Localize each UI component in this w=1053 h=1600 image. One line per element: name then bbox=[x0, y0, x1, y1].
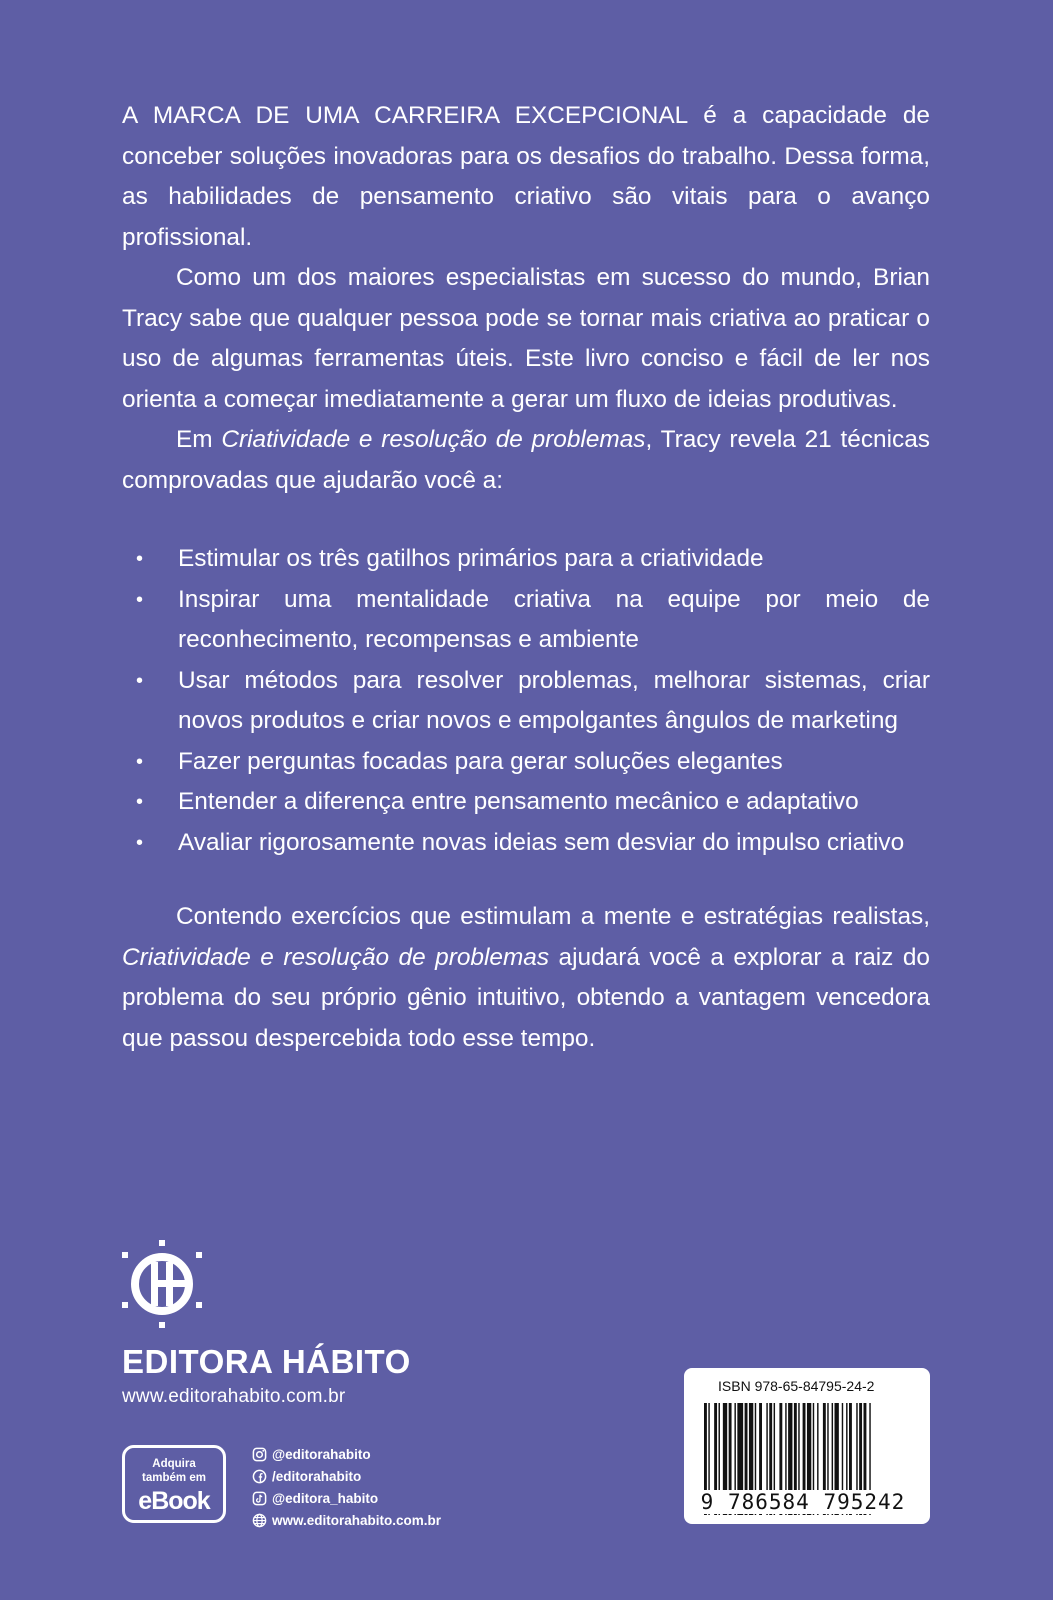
editora-habito-logo-icon bbox=[122, 1240, 202, 1328]
list-item-text: Usar métodos para resolver problemas, melhorar sistemas, criar novos produtos e criar novos e empolgantes ângulos de marketing bbox=[178, 666, 930, 734]
ebook-line-2: também em bbox=[142, 1472, 206, 1484]
list-item bbox=[122, 742, 930, 783]
publisher-website: www.editorahabito.com.br bbox=[122, 1386, 346, 1407]
list-item bbox=[122, 823, 930, 864]
ebook-badge bbox=[122, 1445, 226, 1523]
list-item-text: Entender a diferença entre pensamento mecânico e adaptativo bbox=[178, 788, 859, 815]
globe-icon bbox=[252, 1513, 267, 1528]
facebook-icon bbox=[252, 1469, 267, 1484]
website-link: www.editorahabito.com.br bbox=[272, 1512, 442, 1528]
ebook-line-1: Adquira bbox=[152, 1458, 196, 1470]
list-item bbox=[122, 782, 930, 823]
bullet-icon: • bbox=[136, 831, 144, 854]
social-row-tiktok bbox=[252, 1487, 441, 1509]
isbn-label: ISBN 978-65-84795-24-2 bbox=[718, 1378, 875, 1394]
barcode-panel bbox=[684, 1368, 930, 1524]
blurb-p4-pre: Contendo exercícios que estimulam a mente e estratégias realistas, bbox=[176, 903, 930, 930]
bullet-icon: • bbox=[136, 791, 144, 813]
barcode-digits: 9 786584 795242 bbox=[692, 1490, 914, 1514]
back-cover-blurb bbox=[122, 96, 930, 1059]
tiktok-handle: @editora_habito bbox=[272, 1490, 379, 1506]
list-item bbox=[122, 661, 930, 742]
social-links bbox=[252, 1443, 441, 1531]
social-row-website bbox=[252, 1509, 441, 1531]
ebook-label: eBook bbox=[138, 1487, 210, 1515]
bullet-icon: • bbox=[136, 548, 144, 570]
book-title-italic: Criatividade e resolução de problemas bbox=[221, 426, 646, 453]
blurb-p3-post: , Tracy revela 21 técnicas comprovadas que ajudarão você a: bbox=[122, 426, 930, 494]
list-item-text: Fazer perguntas focadas para gerar soluções elegantes bbox=[178, 747, 783, 775]
list-item bbox=[122, 580, 930, 661]
facebook-handle: /editorahabito bbox=[272, 1468, 362, 1484]
blurb-paragraph-4 bbox=[122, 897, 930, 1059]
list-item-text: Estimular os três gatilhos primários para a criatividade bbox=[178, 545, 764, 572]
blurb-p4-post: ajudará você a explorar a raiz do problema do seu próprio gênio intuitivo, obtendo a vantagem vencedora que passou despercebida todo esse tempo. bbox=[122, 943, 930, 1052]
social-row-instagram bbox=[252, 1443, 441, 1465]
publisher-name: EDITORA HÁBITO bbox=[122, 1343, 411, 1380]
list-item-text: Inspirar uma mentalidade criativa na equipe por meio de reconhecimento, recompensas e ambiente bbox=[178, 585, 930, 653]
list-item bbox=[122, 539, 930, 580]
instagram-icon bbox=[252, 1447, 267, 1462]
blurb-paragraph-1: A MARCA DE UMA CARREIRA EXCEPCIONAL é a capacidade de conceber soluções inovadoras para os desafios do trabalho. Dessa forma, as habilidades de pensamento criativo são vitais para o avanço profissional. bbox=[122, 102, 930, 251]
instagram-handle: @editorahabito bbox=[272, 1446, 371, 1462]
bullet-icon: • bbox=[136, 588, 144, 611]
book-title-italic: Criatividade e resolução de problemas bbox=[122, 943, 550, 971]
list-item-text: Avaliar rigorosamente novas ideias sem desviar do impulso criativo bbox=[178, 828, 905, 856]
social-row-facebook bbox=[252, 1465, 441, 1487]
tiktok-icon bbox=[252, 1491, 267, 1506]
bullet-icon: • bbox=[136, 750, 144, 773]
bullet-icon: • bbox=[136, 669, 144, 692]
blurb-paragraph-3 bbox=[122, 420, 930, 501]
blurb-paragraph-2: Como um dos maiores especialistas em sucesso do mundo, Brian Tracy sabe que qualquer pessoa pode se tornar mais criativa ao praticar o uso de algumas ferramentas úteis. Este livro conciso e fácil de ler nos orienta a começar imediatamente a gerar um fluxo de ideias produtivas. bbox=[122, 264, 930, 413]
technique-list bbox=[122, 539, 930, 863]
blurb-p3-pre: Em bbox=[176, 426, 222, 453]
